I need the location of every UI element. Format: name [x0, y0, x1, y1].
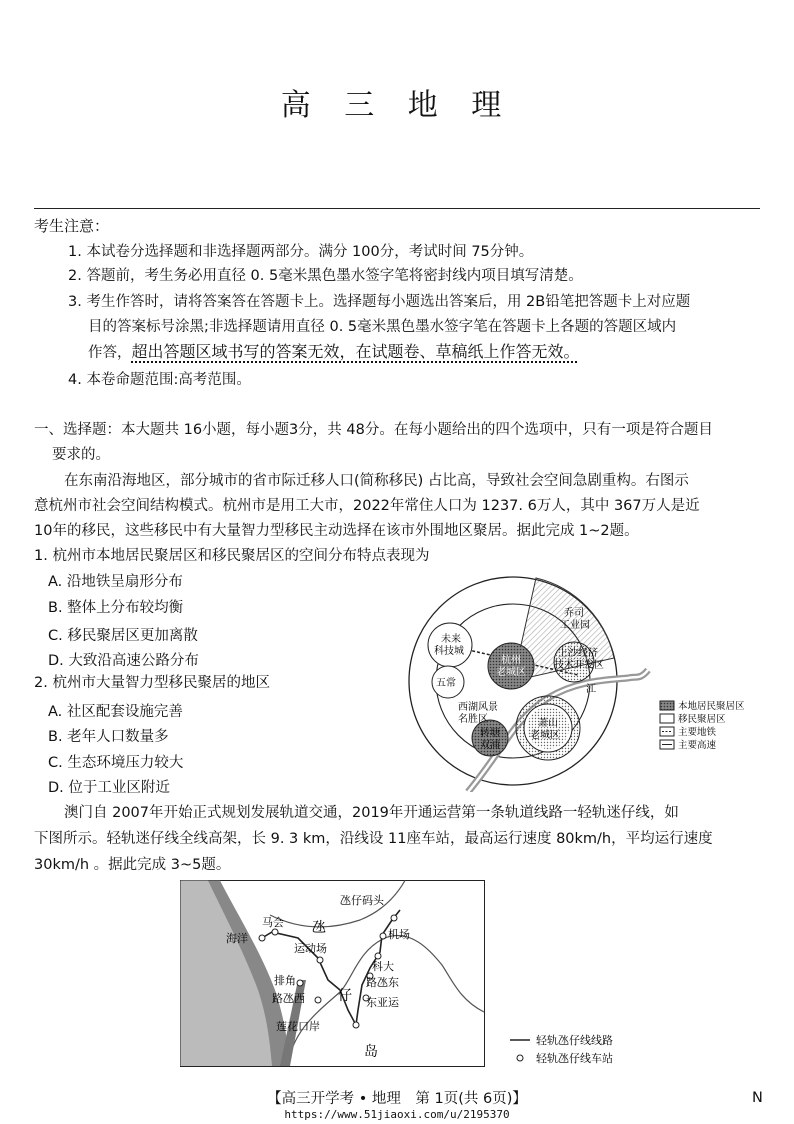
label-hangzhou-1: 杭州 — [501, 655, 521, 666]
label-qiaosi-2: 工业园 — [560, 620, 590, 631]
title-divider — [34, 208, 760, 209]
macau-light-rail-map — [180, 880, 640, 1070]
label-weilai-1: 未来 — [441, 634, 461, 645]
legend-line: 轻轨氹仔线线路 — [536, 1034, 613, 1047]
passage2-line1: 澳门自 2007年开始正式规划发展轨道交通，2019年开通运营第一条轨道线路一轻轨迷仔线，如 — [64, 805, 679, 821]
passage1-line1: 在东南沿海地区，部分城市的省市际迁移人口(简称移民) 占比高，导致社会空间急剧重构。右图示 — [64, 473, 689, 489]
label-matou: 氹仔码头 — [340, 894, 384, 907]
section-intro-cont: 要求的。 — [52, 447, 110, 463]
notice-item-3: 3. 考生作答时，请将答案答在答题卡上。选择题每小题选出答案后，用 2B铅笔把答题卡上对应题 — [68, 294, 691, 310]
legend-migrant: 移民聚居区 — [678, 714, 726, 725]
question-2-option-a[interactable]: A. 社区配套设施完善 — [48, 704, 183, 720]
question-2-option-c[interactable]: C. 生态环境压力较大 — [48, 755, 184, 771]
legend-metro: 主要地铁 — [678, 727, 717, 738]
label-xihu-2: 名胜区 — [458, 714, 488, 725]
notice-item-3-end — [88, 342, 580, 363]
label-mahui: 马会 — [262, 916, 284, 929]
label-paijiao: 排角 — [274, 974, 296, 987]
question-1-stem: 1. 杭州市本地居民聚居区和移民聚居区的空间分布特点表现为 — [34, 548, 430, 564]
label-shangsha-1: 上沙经济 — [558, 648, 598, 659]
notice-item-4: 4. 本卷命题范围:高考范围。 — [68, 372, 251, 388]
label-weilai-2: 科技城 — [434, 646, 464, 657]
source-url[interactable]: https://www.51jiaoxi.com/u/2195370 — [284, 1108, 510, 1121]
label-island-2: 仔 — [338, 988, 352, 1004]
legend-local-swatch — [660, 701, 674, 710]
label-xiaoshan-2: 老城区 — [530, 730, 560, 741]
station-paijiao[interactable] — [297, 980, 303, 986]
label-jichang: 机场 — [388, 928, 410, 941]
question-1-option-b[interactable]: B. 整体上分布较均衡 — [48, 600, 184, 616]
legend-station: 轻轨氹仔线车站 — [536, 1052, 613, 1065]
page-footer: 【高三开学考 • 地理 第 1页(共 6页)】 — [267, 1091, 527, 1107]
label-ludangdong: 路氹东 — [366, 976, 399, 989]
label-xiaoshan-1: 萧山 — [538, 718, 558, 729]
label-wuchang: 五常 — [436, 678, 456, 689]
label-shangsha-2: 技术开发区 — [554, 660, 604, 671]
question-2-option-d[interactable]: D. 位于工业区附近 — [48, 780, 170, 796]
label-lianhua: 莲花口岸 — [276, 1020, 320, 1033]
passage1-line3: 10年的移民，这些移民中有大量智力型移民主动选择在该市外围地区聚居。据此完成 1~2题。 — [34, 523, 639, 539]
legend-local: 本地居民聚居区 — [678, 701, 745, 712]
label-island-3: 岛 — [364, 1044, 378, 1060]
question-2-option-b[interactable]: B. 老年人口数量多 — [48, 729, 169, 745]
label-zhuandang-1: 转塘 — [480, 728, 500, 739]
passage2-line2: 下图所示。轻轨迷仔线全线高架，长 9. 3 km，沿线设 11座车站，最高运行速度 80km/h，平均运行速度 — [34, 831, 713, 847]
label-island-1: 氹 — [312, 920, 326, 936]
label-jiang: 江 — [586, 684, 596, 695]
notice-item-2: 2. 答题前，考生务必用直径 0. 5毫米黑色墨水签字笔将密封线内项目填写清楚。 — [68, 268, 583, 284]
question-1-option-c[interactable]: C. 移民聚居区更加离散 — [48, 628, 198, 644]
station-mahui[interactable] — [272, 929, 278, 935]
notice-item-1: 1. 本试卷分选择题和非选择题两部分。满分 100分，考试时间 75分钟。 — [68, 244, 534, 260]
station-ludangxi[interactable] — [315, 997, 321, 1003]
label-keda: 科大 — [372, 960, 394, 973]
legend-highway: 主要高速 — [678, 740, 717, 751]
hangzhou-old-city — [488, 643, 534, 689]
map1-legend — [660, 700, 745, 751]
label-hangzhou-2: 老城区 — [496, 667, 526, 678]
weilai-zone — [428, 623, 472, 667]
station-keda[interactable] — [375, 953, 381, 959]
passage2-line3: 30km/h 。据此完成 3~5题。 — [34, 857, 231, 873]
notice-item-3-end-a: 作答， — [88, 345, 132, 361]
footer-mark: N — [752, 1090, 763, 1106]
label-xihu-1: 西湖风景 — [458, 702, 498, 713]
page-title: 高 三 地 理 — [280, 88, 514, 123]
label-yundongchang: 运动场 — [294, 942, 327, 955]
station-yundongchang[interactable] — [317, 957, 323, 963]
question-1-option-d[interactable]: D. 大致沿高速公路分布 — [48, 653, 199, 669]
label-ludangxi: 路氹西 — [272, 992, 305, 1005]
label-haiyang: 海洋 — [226, 932, 248, 945]
legend-migrant-swatch — [660, 714, 674, 723]
notice-header: 考生注意： — [34, 217, 110, 235]
notice-item-3-cont: 目的答案标号涂黑;非选择题请用直径 0. 5毫米黑色墨水签字笔在答题卡上各题的答题区域内 — [88, 319, 677, 335]
station-haiyang[interactable] — [259, 935, 265, 941]
label-zhuandang-2: 双浦 — [480, 740, 500, 751]
question-2-stem: 2. 杭州市大量智力型移民聚居的地区 — [34, 675, 270, 691]
legend-station-swatch — [517, 1055, 523, 1061]
label-qiaosi-1: 乔司 — [564, 608, 584, 619]
section-intro: 一、选择题：本大题共 16小题，每小题3分，共 48分。在每小题给出的四个选项中，只有一项是符合题目 — [34, 422, 713, 438]
passage1-line2: 意杭州市社会空间结构模式。杭州市是用工大市，2022年常住人口为 1237. 6万人，其中 367万人是近 — [34, 498, 700, 514]
notice-emphasis: 超出答题区域书写的答案无效，在试题卷、草稿纸上作答无效。 — [131, 342, 580, 361]
label-dongyayun: 东亚运 — [366, 996, 399, 1009]
station-lianhua[interactable] — [353, 1022, 359, 1028]
question-1-option-a[interactable]: A. 沿地铁呈扇形分布 — [48, 574, 183, 590]
hangzhou-social-space-map — [408, 570, 768, 792]
station-jichang[interactable] — [380, 933, 386, 939]
station-matou[interactable] — [391, 915, 397, 921]
